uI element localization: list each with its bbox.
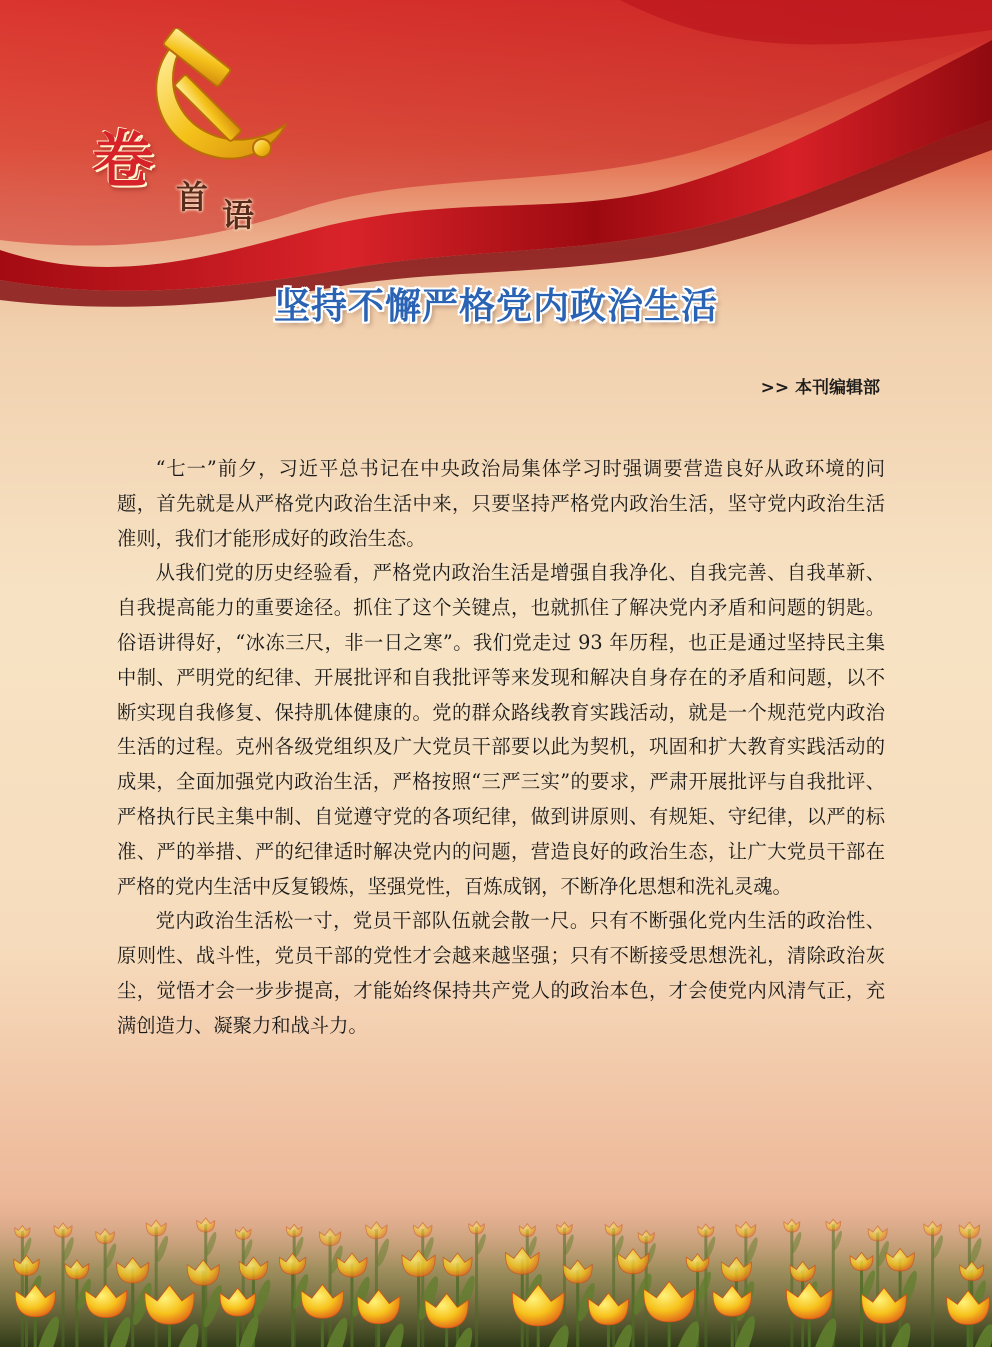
article-byline: >> 本刊编辑部 [760, 378, 880, 398]
column-kicker-char-2: 首 [176, 178, 209, 216]
article-paragraph-3: 党内政治生活松一寸，党员干部队伍就会散一尺。只有不断强化党内生活的政治性、原则性、战斗性，党员干部的党性才会越来越坚强；只有不断接受思想洗礼，清除政治灰尘，觉悟才会一步步提高，才能始终保持共产党人的政治本色，才会使党内风清气正，充满创造力、凝聚力和战斗力。 [117, 909, 885, 1037]
article-paragraph-2: 从我们党的历史经验看，严格党内政治生活是增强自我净化、自我完善、自我革新、自我提高能力的重要途径。抓住了这个关键点，也就抓住了解决党内矛盾和问题的钥匙。俗语讲得好，“冰冻三尺，非一日之寒”。我们党走过 93 年历程，也正是通过坚持民主集中制、严明党的纪律、开展批评和自我批评等来发现和解决自身存在的矛盾和问题，以不断实现自我修复、保持肌体健康的。党的群众路线教育实践活动，就是一个规范党内政治生活的过程。克州各级党组织及广大党员干部要以此为契机，巩固和扩大教育实践活动的成果，全面加强党内政治生活，严格按照“三严三实”的要求，严肃开展批评与自我批评、严格执行民主集中制、自觉遵守党的各项纪律，做到讲原则、有规矩、守纪律，以严的标准、严的举措、严的纪律适时解决党内的问题，营造良好的政治生态，让广大党员干部在严格的党内生活中反复锻炼，坚强党性，百炼成钢，不断净化思想和洗礼灵魂。 [117, 561, 885, 898]
column-kicker-char-1: 卷 [92, 123, 155, 196]
article-body [117, 452, 885, 1044]
column-kicker-char-3: 语 [222, 196, 255, 234]
article-title: 坚持不懈严格党内政治生活 [273, 286, 718, 327]
hammer-sickle-icon [140, 28, 290, 178]
tulip-field-decoration [0, 1190, 992, 1347]
article-paragraph-1: “七一”前夕，习近平总书记在中央政治局集体学习时强调要营造良好从政环境的问题，首先就是从严格党内政治生活中来，只要坚持严格党内政治生活，坚守党内政治生活准则，我们才能形成好的政治生态。 [117, 457, 885, 550]
